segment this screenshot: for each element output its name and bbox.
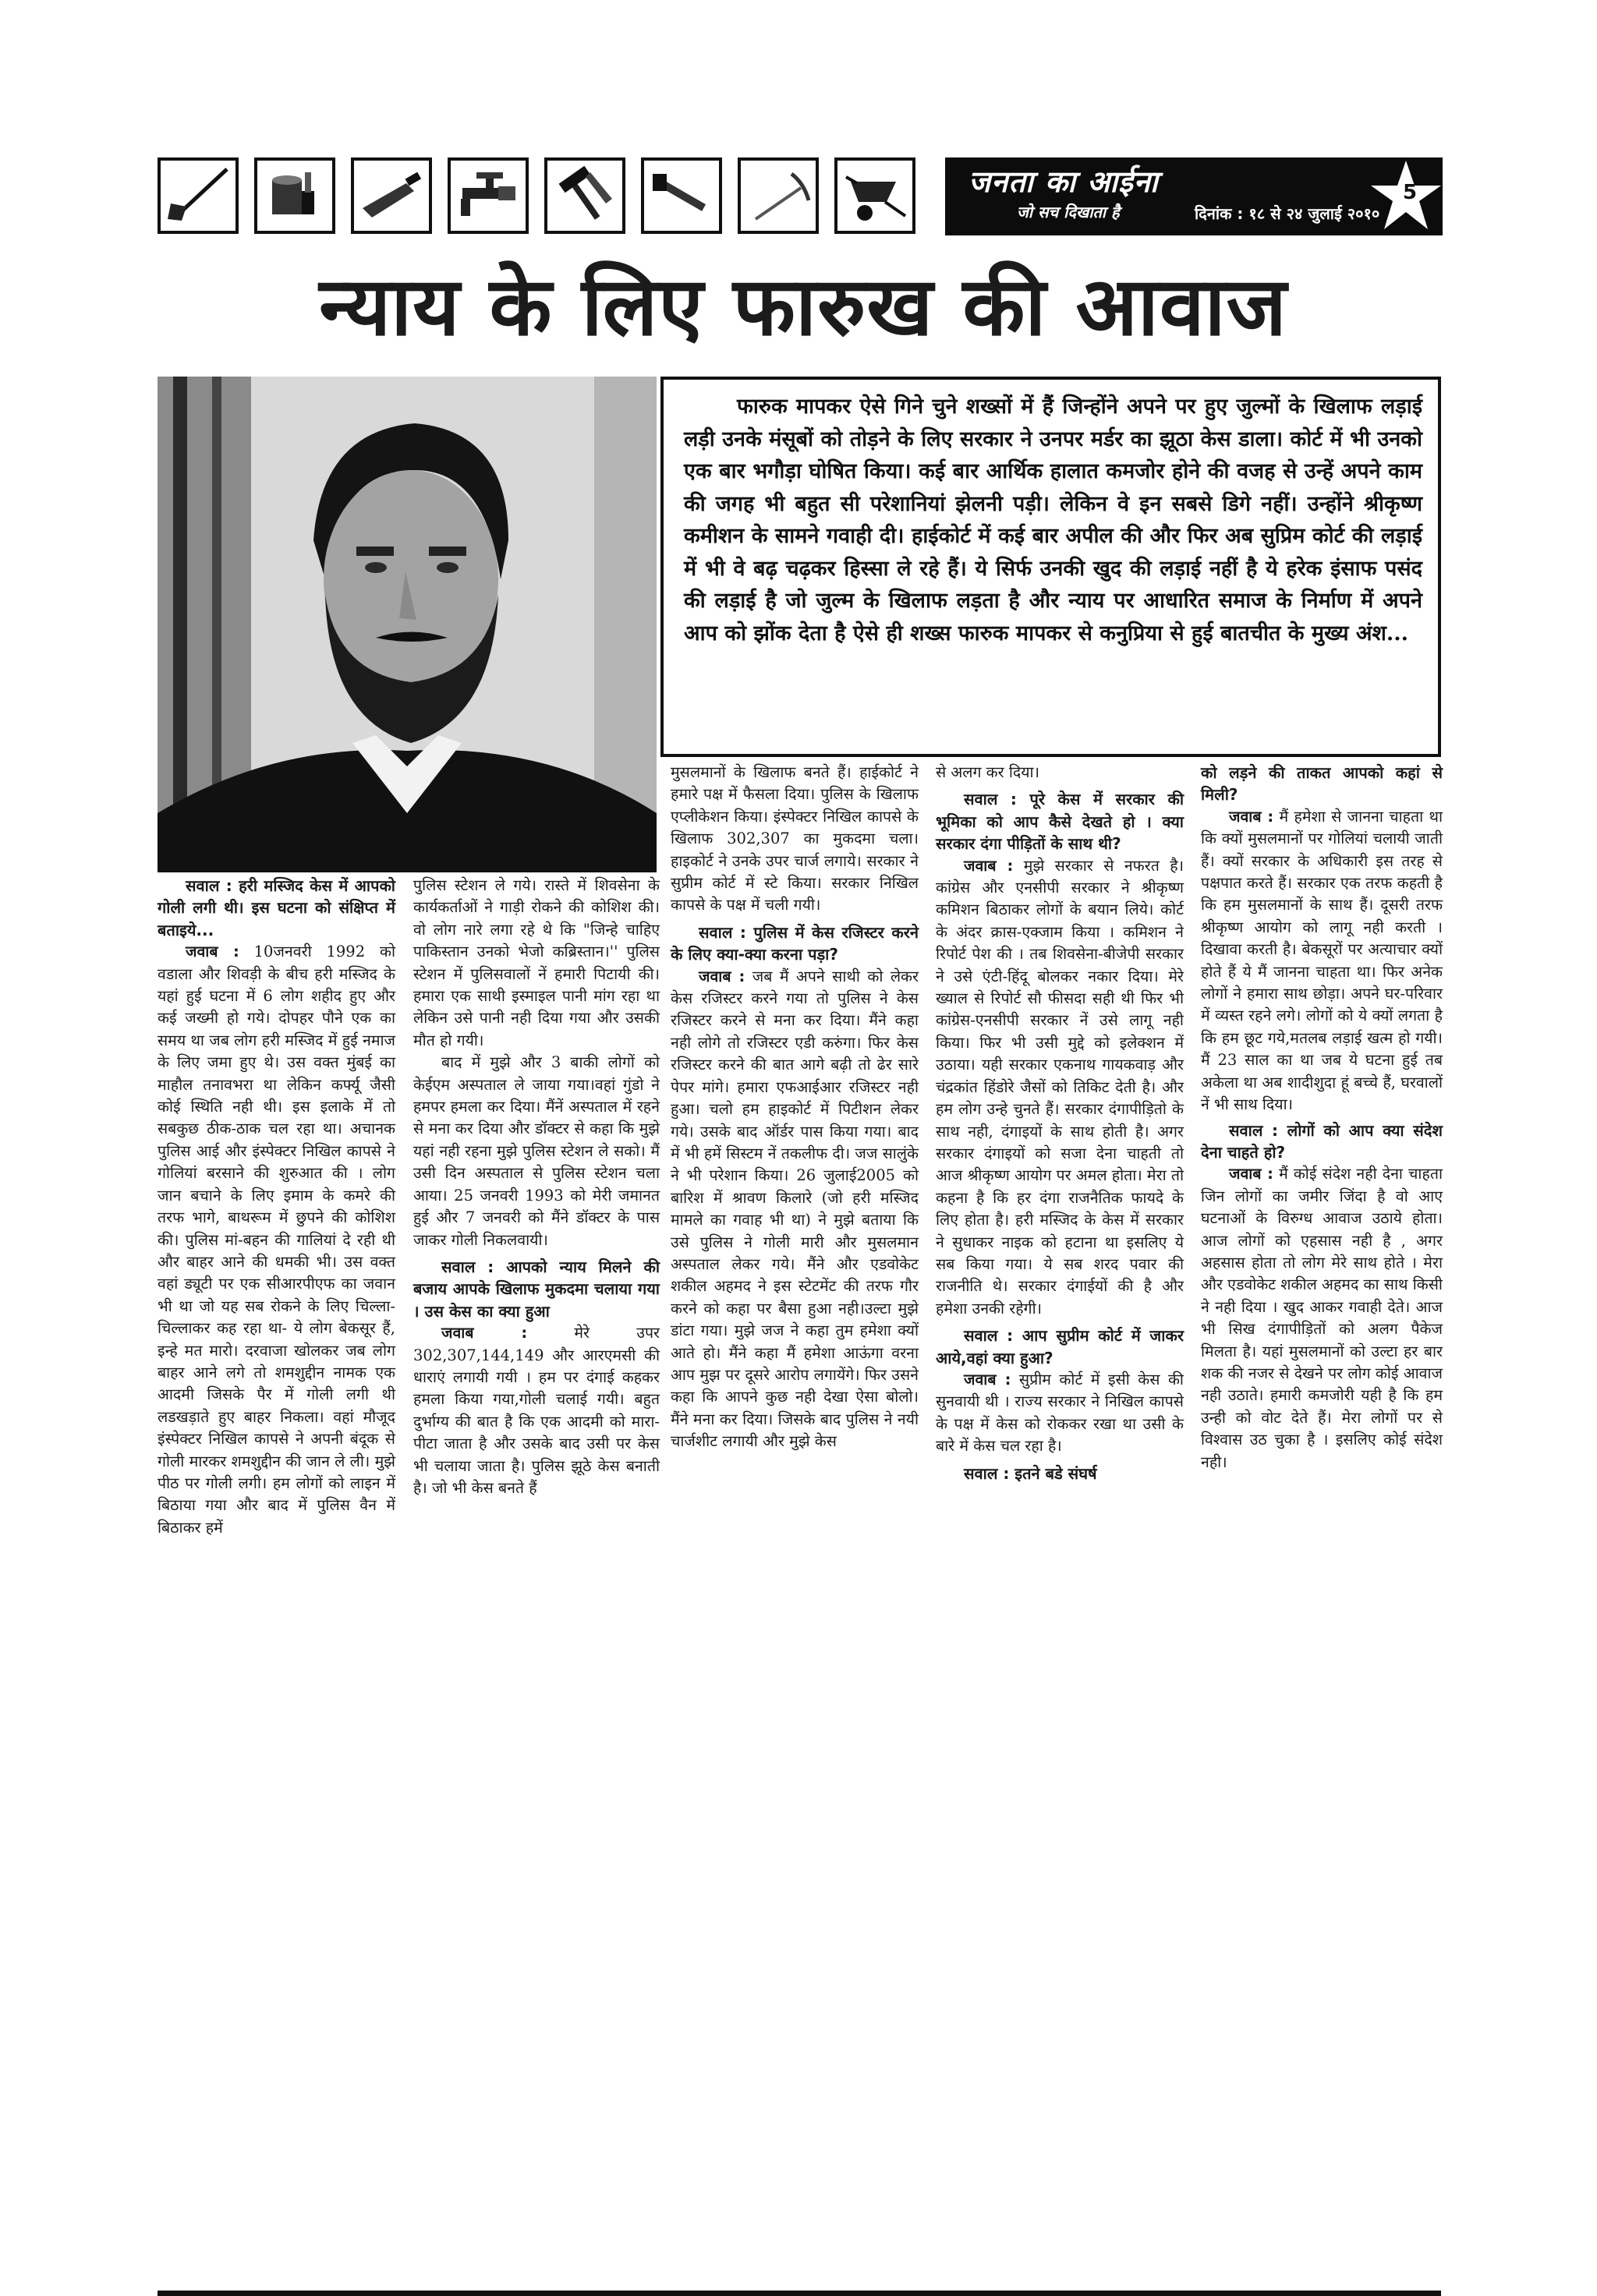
question-heading: को लड़ने की ताकत आपको कहां से मिली? (1201, 763, 1443, 805)
answer-label: जवाब : (1229, 807, 1274, 826)
question-heading: सवाल : लोगों को आप क्या संदेश देना चाहते हो? (1201, 1120, 1443, 1162)
answer-label: जवाब : (441, 1324, 528, 1343)
body-paragraph: मुसलमानों के खिलाफ बनते हैं। हाईकोर्ट ने हमारे पक्ष में फैसला दिया। पुलिस के खिलाफ एप्लीकेशन किया। इंस्पेक्टर निखिल कापसे के खिलाफ 302,307 का मुकदमा चला। हाइकोर्ट ने उनके उपर चार्ज लगाये। सरकार ने सुप्रीम कोर्ट में स्टे किया। सरकार निखिल कापसे के पक्ष में चली गयी। (671, 763, 919, 915)
answer-paragraph (1201, 806, 1443, 1116)
answer-text: 10जनवरी 1992 को वडाला और शिवड़ी के बीच हरी मस्जिद के यहां हुई घटना में 6 लोग शहीद हुए और कई जख्मी हो गये। दोपहर पौने एक का समय था जब लोग हरी मस्जिद में हुई नमाज के लिए जमा हुए थे। उस वक्त मुंबई का माहौल तनावभरा था लेकिन कर्फ्यू जैसी कोई स्थिति नही थी। इस इलाके में तो सबकुछ ठीक-ठाक चल रहा था। अचानक पुलिस आई और इंस्पेक्टर निखिल कापसे ने गोलियां बरसाने की शुरुआत की । लोग जान बचाने के लिए इमाम के कमरे की तरफ भागे, बाथरूम में छुपने की कोशिश की। पुलिस मां-बहन की गालियां दे रही थी और बाहर आने की धमकी भी। उस वक्त वहां ड्यूटी पर एक सीआरपीएफ का जवान भी था जो यह सब रोकने के लिए चिल्ला-चिल्लाकर कह रहा था- ये लोग बेकसूर हैं, इन्हे मत मारो। दरवाजा खोलकर जब लोग बाहर आने लगे तो शमशुद्दीन नामक एक आदमी जिसके पैर में गोली लगी थी लडखड़ाते हुए बाहर निकला। वहां मौजूद इंस्पेक्टर निखिल कापसे ने अपनी बंदूक से गोली मारकर शमशुद्दीन की जान ले ली। मुझे पीठ पर गोली लगी। हम लोगों को लाइन में बिठाया गया और बाद में पुलिस वैन में बिठाकर हमें (158, 943, 395, 1537)
answer-text: सुप्रीम कोर्ट में इसी केस की सुनवायी थी । राज्य सरकार ने निखिल कापसे के पक्ष में केस को रोककर रखा था उसी के बारे में केस चल रहा है। (936, 1370, 1184, 1456)
answer-label: जवाब : (964, 1370, 1011, 1389)
water-tap-icon (448, 157, 529, 234)
answer-label: जवाब : (186, 943, 239, 961)
answer-text: जब मैं अपने साथी को लेकर केस रजिस्टर करने गया तो पुलिस ने केस रजिस्टर करने से मना कर दिया। मैंने कहा नही लोगे तो रजिस्टर एडी करुंगा। फिर केस रजिस्टर करने की बात आगे बढ़ी तो ढेर सारे पेपर मांगे। हमारा एफआईआर रजिस्टर नही हुआ। चलो हम हाइकोर्ट में पिटीशन लेकर गये। उसके बाद ऑर्डर पास किया गया। बाद में भी हमें सिस्टम नें तकलीफ दी। जज सालुंके ने भी परेशान किया। 26 जुलाई2005 को बारिश में श्रावण किलारे (जो हरी मस्जिद मामले का गवाह भी था) ने मुझे बताया कि उसे पुलिस ने गोली मारी और मुसलमान अस्पताल लेकर गये। मैंने और एडवोकेट शकील अहमद ने इस स्टेटमेंट की तरफ गौर करने को कहा पर बैसा हुआ नही।उल्टा मुझे डांटा गया। मुझे जज ने कहा तुम हमेशा क्यों आते हो। मैंने कहा मैं हमेशा आऊंगा वरना आप मुझ पर दूसरे आरोप लगायेंगे। फिर उसने कहा कि आपने कुछ नही देखा ऐसा बोलो। मैंने मना कर दिया। जिसके बाद पुलिस ने नयी चार्जशीट लगायी और मुझे केस (671, 967, 919, 1451)
pickaxe-icon (738, 157, 819, 234)
answer-paragraph (936, 1369, 1184, 1458)
article-column-4 (936, 762, 1184, 1484)
answer-label: जवाब : (1229, 1165, 1273, 1183)
wheelbarrow-icon (834, 157, 915, 234)
hoe-icon (158, 157, 239, 234)
answer-text: मेरे उपर 302,307,144,149 और आरएमसी की धाराएं लगायी गयी । हम पर दंगाई कहकर हमला किया गया,गोली चलाई गयी। बहुत दुर्भाग्य की बात है कि एक आदमी को मारा-पीटा जाता है और उसके बाद उसी पर केस भी चलाया जाता है। पुलिस झूठे केस बनाती है। जो भी केस बनते हैं (413, 1324, 660, 1497)
answer-label: जवाब : (964, 856, 1014, 875)
body-paragraph: बाद में मुझे और 3 बाकी लोगों को केईएम अस्पताल ले जाया गया।वहां गुंडो ने हमपर हमला कर दिया। मैंनें अस्पताल में रहने से मना कर दिया और डॉक्टर से कहा कि मुझे यहां नही रहना मुझे पुलिस स्टेशन ले सको। मैं उसी दिन अस्पताल से पुलिस स्टेशन चला आया। 25 जनवरी 1993 को मेरी जमानत हुई और 7 जनवरी को मैंने डॉक्टर के पास जाकर गोली निकलवायी। (413, 1053, 660, 1249)
question-heading: सवाल : आप सुप्रीम कोर्ट में जाकर आये,वहां क्या हुआ? (936, 1326, 1184, 1367)
newspaper-brand (945, 157, 1443, 235)
trowel-icon (351, 157, 432, 234)
page-number: 5 (1402, 181, 1418, 204)
brand-name: जनता का आईना (968, 165, 1159, 199)
question-heading: सवाल : पूरे केस में सरकार की भूमिका को आप कैसे देखते हो । क्या सरकार दंगा पीड़ितों के साथ थी? (936, 790, 1184, 854)
paint-bucket-icon (254, 157, 335, 234)
question-heading: सवाल : पुलिस में केस रजिस्टर करने के लिए क्या-क्या करना पड़ा? (671, 922, 919, 964)
answer-paragraph (158, 941, 395, 1539)
issue-date: दिनांक : १८ से २४ जुलाई २०१० (1195, 204, 1380, 223)
answer-paragraph (413, 1322, 660, 1499)
pipe-wrench-icon (641, 157, 722, 234)
masthead (158, 157, 1443, 235)
answer-paragraph (936, 855, 1184, 1321)
article-column-2 (413, 875, 660, 1499)
question-heading: सवाल : इतने बडे संघर्ष (964, 1463, 1097, 1483)
question-heading: सवाल : आपको न्याय मिलने की बजाय आपके खिलाफ मुकदमा चलाया गया । उस केस का क्या हुआ (413, 1257, 660, 1321)
answer-paragraph (1201, 1163, 1443, 1473)
body-paragraph: पुलिस स्टेशन ले गये। रास्ते में शिवसेना के कार्यकर्ताओं ने गाड़ी रोकने की कोशिश की। वो लोग नारे लगा रहे थे कि "जिन्हे चाहिए पाकिस्तान उनको भेजो कब्रिस्तान।'' पुलिस स्टेशन में पुलिसवालों नें हमारी पिटायी की। हमारा एक साथी इस्माइल पानी मांग रहा था लेकिन उसे पानी नही दिया गया और उसकी मौत हो गयी। (413, 876, 660, 1049)
intro-box (660, 377, 1441, 757)
answer-text: मैं कोई संदेश नही देना चाहता जिन लोगों का जमीर जिंदा है वो आए घटनाओं के विरुग्ध आवाज उठाये होता। आज लोगों को एहसास नही है , अगर अहसास होता तो लोग मेरे साथ होते । मेरा और एडवोकेट शकील अहमद का साथ किसी ने नही दिया । खुद आकर गवाही देते। आज भी सिख दंगापीड़ितों को अलग पैकेज मिलता है। यहां मुसलमानों को उल्टा हर बार शक की नजर से देखने पर लोग कोई आवाज नही उठाते। हमारी कमजोरी यही है कि हम उन्ही को वोट देते हैं। मेरा लोगों पर से विश्वास उठ चुका है । इसलिए कोई संदेश नही। (1201, 1165, 1443, 1471)
article-column-3 (671, 762, 919, 1453)
body-paragraph: से अलग कर दिया। (936, 763, 1039, 781)
article-column-5 (1201, 762, 1443, 1473)
bottom-rule (158, 2291, 1441, 2296)
answer-label: जवाब : (699, 967, 745, 985)
headline: न्याय के लिए फारुख की आवाज (319, 259, 1287, 354)
hammer-icon (544, 157, 625, 234)
answer-text: मैं हमेशा से जानना चाहता था कि क्यों मुसलमानों पर गोलियां चलायी जाती हैं। क्यों सरकार के अधिकारी इस तरह से पक्षपात करते हैं। सरकार एक तरफ कहती है कि हम मुसलमानों के साथ हैं। दूसरी तरफ श्रीकृष्ण आयोग को लागू नही करती । दिखावा करती है। बेकसूरों पर अत्याचार क्यों होते हैं ये मैं जानना चाहता था। फिर अनेक लोगों ने हमारा साथ छोड़ा। अपने घर-परिवार में व्यस्त रहने लगे। लोगों को ये क्यों लगता है कि हम छूट गये,मतलब लड़ाई खत्म हो गयी। मैं 23 साल का था जब ये घटना हुई तब अकेला था अब शादीशुदा हूं बच्चे हैं, घरवालों नें भी साथ दिया। (1201, 807, 1443, 1114)
answer-paragraph (671, 966, 919, 1453)
brand-tagline: जो सच दिखाता है (1017, 203, 1120, 221)
intro-text: फारुक मापकर ऐसे गिने चुने शख्सों में हैं जिन्होंने अपने पर हुए जुल्मों के खिलाफ लड़ाई लड़ी उनके मंसूबों को तोड़ने के लिए सरकार ने उनपर मर्डर का झूठा केस डाला। कोर्ट में भी उनको एक बार भगौड़ा घोषित किया। कई बार आर्थिक हालात कमजोर होने की वजह से उन्हें अपने काम की जगह भी बहुत सी परेशानियां झेलनी पड़ी। लेकिन वे इन सबसे डिगे नहीं। उन्होंने श्रीकृष्ण कमीशन के सामने गवाही दी। हाईकोर्ट में कई बार अपील की और फिर अब सुप्रिम कोर्ट की लड़ाई में भी वे बढ़ चढ़कर हिस्सा ले रहे हैं। ये सिर्फ उनकी खुद की लड़ाई नहीं है ये हरेक इंसाफ पसंद की लड़ाई है जो जुल्म के खिलाफ लड़ता है और न्याय पर आधारित समाज के निर्माण में अपने आप को झोंक देता है ऐसे ही शख्स फारुक मापकर से कनुप्रिया से हुई बातचीत के मुख्य अंश... (684, 394, 1422, 646)
question-heading: सवाल : हरी मस्जिद केस में आपको गोली लगी थी। इस घटना को संक्षिप्त में बताइये... (158, 876, 395, 939)
article-column-1 (158, 875, 395, 1539)
portrait-photo (158, 377, 657, 872)
answer-text: मुझे सरकार से नफरत है। कांग्रेस और एनसीपी सरकार ने श्रीकृष्ण कमिशन बिठाकर लोगों के बयान लिये। कोर्ट के अंदर क्रास-एक्जाम किया । कमिशन ने रिपोर्ट पेश की । तब शिवसेना-बीजेपी सरकार ने उसे एंटी-हिंदू बोलकर नकार दिया। मेरे ख्याल से रिपोर्ट सौ फीसदा सही थी फिर भी कांग्रेस-एनसीपी सरकार नें उसे लागू नही किया। फिर भी उसी मुद्दे को इलेक्शन में उठाया। यही सरकार एकनाथ गायकवाड़ और चंद्रकांत हिंडोरे जैसों को तिकिट देती है। और हम लोग उन्हे चुनते हैं। सरकार दंगापीड़ितो के साथ नही, दंगाइयों के साथ होती है। अगर सरकार दंगाइयों को सजा देना चाहती तो आज श्रीकृष्ण आयोग पर अमल होता। मेरा तो कहना है कि हर दंगा राजनैतिक फायदे के लिए होता है। हरी मस्जिद के केस में सरकार ने सुधाकर नाइक को हटाना था इसलिए ये सब किया गया। ये सब शरद पवार की राजनीति थे। सरकार दंगाईयों की है और हमेशा उनकी रहेगी। (936, 856, 1184, 1318)
